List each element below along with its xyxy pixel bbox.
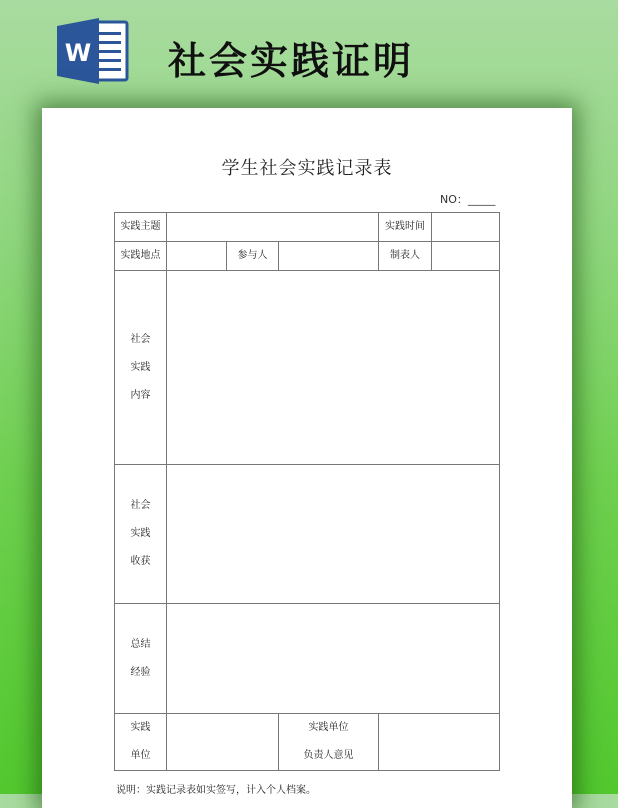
document-page: [42, 108, 572, 808]
logo-letter: W: [64, 39, 92, 67]
table-row: [115, 714, 500, 771]
unit-opinion-field[interactable]: [379, 714, 500, 771]
banner-title: 社会实践证明: [168, 39, 415, 83]
unit-label: [115, 714, 167, 771]
time-field[interactable]: [432, 213, 500, 242]
label-line: 总结: [130, 638, 151, 650]
table-row: [115, 465, 500, 604]
practice-record-table: [114, 212, 500, 771]
banner: [0, 0, 618, 100]
label-line: 经验: [130, 666, 151, 678]
maker-label: 制表人: [379, 242, 432, 271]
place-label: 实践地点: [115, 242, 167, 271]
table-row: [115, 271, 500, 465]
document-number: NO：_____: [440, 193, 496, 206]
summary-label: [115, 604, 167, 714]
content-field[interactable]: [167, 271, 500, 465]
unit-field[interactable]: [167, 714, 279, 771]
content-label: [115, 271, 167, 465]
maker-field[interactable]: [432, 242, 500, 271]
label-line: 实践: [130, 722, 151, 733]
label-line: 实践: [130, 361, 151, 373]
label-line: 社会: [130, 333, 151, 345]
time-label: 实践时间: [379, 213, 432, 242]
label-line: 社会: [130, 500, 151, 511]
label-line: 实践: [130, 528, 151, 539]
gains-field[interactable]: [167, 465, 500, 604]
participants-field[interactable]: [279, 242, 379, 271]
document-title: 学生社会实践记录表: [221, 158, 393, 179]
topic-label: 实践主题: [115, 213, 167, 242]
unit-opinion-label: [279, 714, 379, 771]
table-row: [115, 213, 500, 242]
table-row: [115, 604, 500, 714]
label-line: 单位: [130, 750, 151, 761]
label-line: 负责人意见: [303, 750, 354, 761]
participants-label: 参与人: [227, 242, 279, 271]
label-line: 收获: [130, 556, 151, 567]
place-field[interactable]: [167, 242, 227, 271]
topic-field[interactable]: [167, 213, 379, 242]
gains-label: [115, 465, 167, 604]
table-row: [115, 242, 500, 271]
summary-field[interactable]: [167, 604, 500, 714]
label-line: 实践单位: [308, 722, 349, 733]
word-document-icon: [55, 16, 131, 86]
label-line: 内容: [130, 389, 151, 401]
document-note: 说明：实践记录表如实签写，计入个人档案。: [116, 785, 316, 796]
